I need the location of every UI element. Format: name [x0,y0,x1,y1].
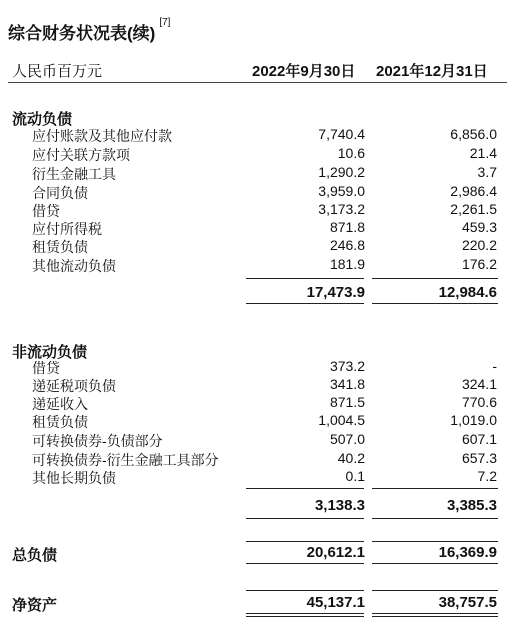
subtotal-2021: 3,385.3 [446,497,497,514]
row-label: 总负债 [12,547,58,564]
value-2021: 607.1 [461,431,497,447]
row-label: 可转换债券-衍生金融工具部分 [32,452,219,468]
row-label: 租赁负债 [32,239,88,255]
table-row [0,183,515,201]
row-label: 合同负债 [32,185,88,201]
header-divider [8,82,507,83]
value-2022: 246.8 [329,237,365,253]
value-2021: 176.2 [461,256,497,272]
table-row [0,237,515,255]
value-2022: 0.1 [345,468,365,484]
table-row [0,358,515,376]
column-header-2021: 2021年12月31日 [376,63,488,80]
value-2022: 3,959.0 [318,183,365,199]
total-2022: 20,612.1 [306,544,365,561]
row-label: 递延税项负债 [32,378,116,394]
value-2021: 7.2 [477,468,497,484]
subtotal-2022: 17,473.9 [306,284,365,301]
row-label: 借贷 [32,360,60,376]
row-label: 衍生金融工具 [32,166,116,182]
row-label: 其他长期负债 [32,470,116,486]
title-text: 综合财务状况表(续) [8,24,156,43]
unit-label: 人民币百万元 [12,63,103,80]
value-2021: 3.7 [477,164,497,180]
total-rule-top [246,541,364,542]
value-2021: 21.4 [469,145,497,161]
table-row [0,126,515,144]
value-2021: 2,986.4 [450,183,497,199]
footnote-marker: [7] [159,17,171,28]
row-label: 递延收入 [32,396,88,412]
table-row [0,468,515,486]
table-row [0,431,515,449]
row-label: 其他流动负债 [32,258,116,274]
table-row [0,145,515,163]
table-row [0,256,515,274]
net-assets-double-rule [246,616,364,617]
value-2022: 7,740.4 [318,126,365,142]
row-label: 借贷 [32,203,60,219]
column-header-2022: 2022年9月30日 [252,63,356,80]
row-label: 应付关联方款项 [32,147,130,163]
net-assets-2021: 38,757.5 [438,594,497,611]
row-label: 应付所得税 [32,221,102,237]
value-2021: 2,261.5 [450,201,497,217]
section-heading-current: 流动负债 [12,111,73,128]
value-2021: 770.6 [461,394,497,410]
total-rule-bottom [372,563,498,564]
subtotal-2021: 12,984.6 [438,284,497,301]
net-assets-rule-bottom [246,613,364,614]
value-2022: 3,173.2 [318,201,365,217]
subtotal-rule-top [372,488,498,489]
value-2021: 324.1 [461,376,497,392]
total-2021: 16,369.9 [438,544,497,561]
value-2022: 341.8 [329,376,365,392]
table-row [0,412,515,430]
subtotal-2022: 3,138.3 [314,497,365,514]
table-row [0,219,515,237]
table-row [0,201,515,219]
subtotal-rule-top [246,488,364,489]
table-row [0,164,515,182]
net-assets-rule-top [246,590,364,591]
table-row [0,450,515,468]
subtotal-rule-top [246,278,364,279]
value-2021: 220.2 [461,237,497,253]
net-assets-2022: 45,137.1 [306,594,365,611]
value-2021: 6,856.0 [450,126,497,142]
net-assets-rule-bottom [372,613,498,614]
value-2021: 459.3 [461,219,497,235]
value-2022: 871.8 [329,219,365,235]
value-2022: 1,004.5 [318,412,365,428]
subtotal-rule-bottom [372,303,498,304]
subtotal-rule-top [372,278,498,279]
row-label: 应付账款及其他应付款 [32,128,172,144]
table-row [0,394,515,412]
value-2021: - [492,358,497,374]
value-2022: 10.6 [337,145,365,161]
net-assets-double-rule [372,616,498,617]
net-assets-rule-top [372,590,498,591]
value-2022: 1,290.2 [318,164,365,180]
section-heading-noncurrent: 非流动负债 [12,344,88,361]
row-label: 净资产 [12,597,58,614]
value-2022: 507.0 [329,431,365,447]
subtotal-rule-bottom [246,518,364,519]
value-2022: 871.5 [329,394,365,410]
row-label: 可转换债券-负债部分 [32,433,163,449]
value-2022: 40.2 [337,450,365,466]
value-2022: 373.2 [329,358,365,374]
value-2021: 657.3 [461,450,497,466]
value-2021: 1,019.0 [450,412,497,428]
total-rule-bottom [246,563,364,564]
table-row [0,376,515,394]
value-2022: 181.9 [329,256,365,272]
subtotal-rule-bottom [372,518,498,519]
page-title [8,19,170,44]
total-rule-top [372,541,498,542]
row-label: 租赁负债 [32,414,88,430]
subtotal-rule-bottom [246,303,364,304]
